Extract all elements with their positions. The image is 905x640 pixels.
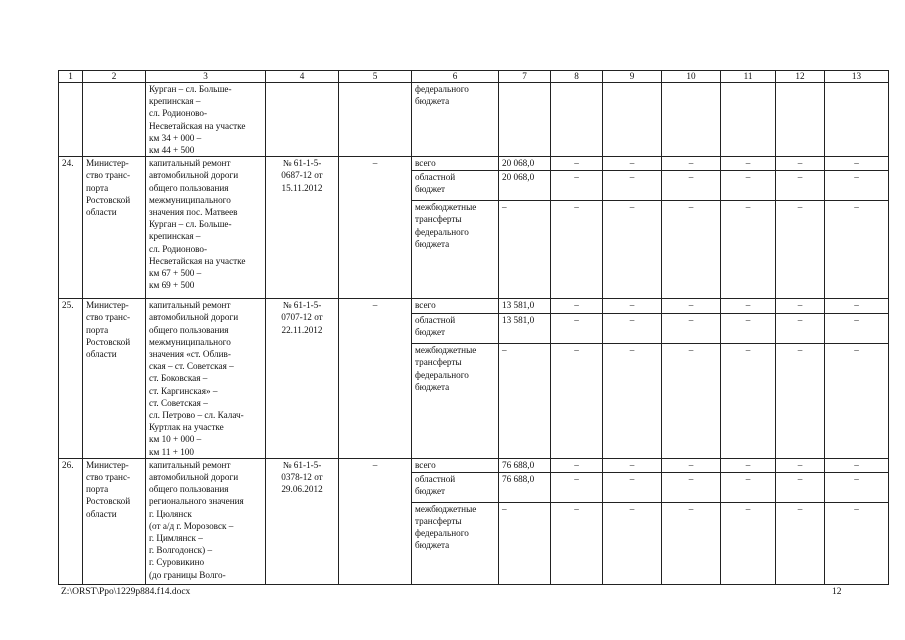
value-cell: – <box>721 201 776 299</box>
value-cell: – <box>776 201 825 299</box>
value-cell: – <box>603 502 662 584</box>
value-cell: – <box>825 157 889 171</box>
value-cell: – <box>551 299 603 313</box>
value-cell: – <box>825 458 889 472</box>
customer-cell: Министер- ство транс- порта Ростовской области <box>83 157 146 299</box>
value-cell: – <box>499 502 551 584</box>
value-cell: – <box>551 472 603 502</box>
value-cell: – <box>603 458 662 472</box>
value-cell: – <box>662 157 721 171</box>
value-cell: – <box>662 472 721 502</box>
value-cell: – <box>776 458 825 472</box>
header-cell: 12 <box>776 71 825 83</box>
object-cell: Курган – сл. Больше- крепинская – сл. Родионово- Несветайская на участке км 34 + 000 – км 44 + 500 <box>146 83 266 157</box>
col5-cell: – <box>339 299 412 459</box>
value-cell: – <box>825 344 889 459</box>
value-cell: – <box>551 157 603 171</box>
value-cell: – <box>825 171 889 201</box>
value-cell: – <box>603 171 662 201</box>
value-cell: – <box>825 201 889 299</box>
row-number: 26. <box>59 458 83 584</box>
header-cell: 9 <box>603 71 662 83</box>
cell-empty <box>603 83 662 157</box>
fund-cell: федерального бюджета <box>412 83 499 157</box>
value-cell: – <box>499 344 551 459</box>
cell-empty <box>83 83 146 157</box>
value-cell: – <box>825 299 889 313</box>
fund-label: областной бюджет <box>412 472 499 502</box>
cell-empty <box>776 83 825 157</box>
object-cell: капитальный ремонт автомобильной дороги общего пользования межмуниципального значения «ст. Облив- ская – ст. Советская – ст. Боковская – ст. Каргинская» – ст. Советская – сл. Петрово – сл. Калач- Куртлак на участке км 10 + 000 – км 11 + 100 <box>146 299 266 459</box>
cell-empty <box>499 83 551 157</box>
header-row <box>59 71 889 83</box>
header-cell: 4 <box>266 71 339 83</box>
header-cell: 6 <box>412 71 499 83</box>
value-cell: – <box>551 502 603 584</box>
header-cell: 7 <box>499 71 551 83</box>
value-cell: – <box>825 502 889 584</box>
value-cell: 76 688,0 <box>499 458 551 472</box>
cell-empty <box>551 83 603 157</box>
value-cell: – <box>721 299 776 313</box>
header-cell: 3 <box>146 71 266 83</box>
row-number: 24. <box>59 157 83 299</box>
cell-empty <box>662 83 721 157</box>
table-row <box>59 157 889 171</box>
value-cell: – <box>662 313 721 344</box>
cell-empty <box>721 83 776 157</box>
value-cell: 20 068,0 <box>499 171 551 201</box>
value-cell: – <box>721 502 776 584</box>
value-cell: 76 688,0 <box>499 472 551 502</box>
value-cell: – <box>662 299 721 313</box>
header-cell: 2 <box>83 71 146 83</box>
customer-cell: Министер- ство транс- порта Ростовской области <box>83 299 146 459</box>
fund-label: межбюджетные трансферты федерального бюджета <box>412 502 499 584</box>
value-cell: – <box>721 171 776 201</box>
value-cell: – <box>721 344 776 459</box>
cell-empty <box>825 83 889 157</box>
table-row <box>59 299 889 313</box>
value-cell: – <box>721 472 776 502</box>
table-row <box>59 458 889 472</box>
value-cell: – <box>721 458 776 472</box>
cell-empty <box>59 83 83 157</box>
header-cell: 1 <box>59 71 83 83</box>
fund-label: всего <box>412 299 499 313</box>
value-cell: – <box>603 157 662 171</box>
footer-page-number: 12 <box>832 587 842 597</box>
header-cell: 11 <box>721 71 776 83</box>
document-cell: № 61-1-5- 0687-12 от 15.11.2012 <box>266 157 339 299</box>
value-cell: – <box>603 201 662 299</box>
value-cell: – <box>662 344 721 459</box>
value-cell: – <box>603 472 662 502</box>
value-cell: – <box>662 201 721 299</box>
value-cell: – <box>603 313 662 344</box>
value-cell: – <box>776 313 825 344</box>
value-cell: – <box>776 502 825 584</box>
document-cell: № 61-1-5- 0707-12 от 22.11.2012 <box>266 299 339 459</box>
data-table <box>58 70 889 585</box>
fund-label: межбюджетные трансферты федерального бюджета <box>412 201 499 299</box>
fund-label: всего <box>412 458 499 472</box>
value-cell: – <box>776 472 825 502</box>
value-cell: – <box>662 502 721 584</box>
value-cell: – <box>551 458 603 472</box>
customer-cell: Министер- ство транс- порта Ростовской области <box>83 458 146 584</box>
cell-empty <box>266 83 339 157</box>
footer-file-path: Z:\ORST\Ppo\1229p884.f14.docx <box>61 587 191 597</box>
continuation-row <box>59 83 889 157</box>
value-cell: – <box>776 157 825 171</box>
header-cell: 10 <box>662 71 721 83</box>
fund-label: межбюджетные трансферты федерального бюджета <box>412 344 499 459</box>
value-cell: – <box>551 201 603 299</box>
header-cell: 13 <box>825 71 889 83</box>
value-cell: 13 581,0 <box>499 313 551 344</box>
value-cell: – <box>603 299 662 313</box>
value-cell: 13 581,0 <box>499 299 551 313</box>
value-cell: 20 068,0 <box>499 157 551 171</box>
value-cell: – <box>776 171 825 201</box>
fund-label: всего <box>412 157 499 171</box>
value-cell: – <box>721 313 776 344</box>
object-cell: капитальный ремонт автомобильной дороги общего пользования регионального значения г. Цюлянск (от а/д г. Морозовск – г. Цимлянск – г. Волгодонск) – г. Суровикино (до границы Волго- <box>146 458 266 584</box>
document-cell: № 61-1-5- 0378-12 от 29.06.2012 <box>266 458 339 584</box>
value-cell: – <box>825 472 889 502</box>
value-cell: – <box>551 344 603 459</box>
value-cell: – <box>721 157 776 171</box>
row-number: 25. <box>59 299 83 459</box>
header-cell: 5 <box>339 71 412 83</box>
header-cell: 8 <box>551 71 603 83</box>
value-cell: – <box>776 299 825 313</box>
value-cell: – <box>776 344 825 459</box>
value-cell: – <box>603 344 662 459</box>
col5-cell: – <box>339 157 412 299</box>
object-cell: капитальный ремонт автомобильной дороги общего пользования межмуниципального значения пос. Матвеев Курган – сл. Больше- крепинская – сл. Родионово- Несветайская на участке км 67 + 500 – км 69 + 500 <box>146 157 266 299</box>
value-cell: – <box>499 201 551 299</box>
cell-empty <box>339 83 412 157</box>
value-cell: – <box>825 313 889 344</box>
table-body <box>59 71 889 585</box>
fund-label: областной бюджет <box>412 171 499 201</box>
value-cell: – <box>551 313 603 344</box>
fund-label: областной бюджет <box>412 313 499 344</box>
value-cell: – <box>551 171 603 201</box>
value-cell: – <box>662 458 721 472</box>
value-cell: – <box>662 171 721 201</box>
col5-cell: – <box>339 458 412 584</box>
